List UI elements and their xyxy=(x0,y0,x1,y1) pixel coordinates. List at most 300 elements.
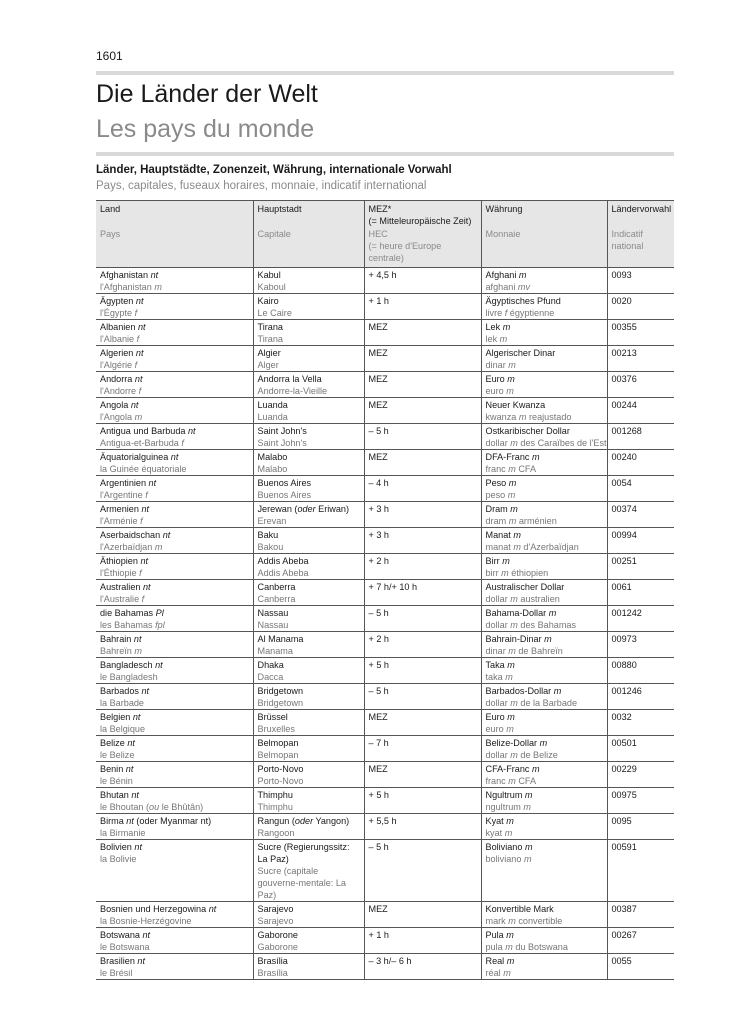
dialing-code-cell xyxy=(607,528,674,554)
dialing-code-cell xyxy=(607,684,674,710)
currency-fr: taka xyxy=(485,672,503,682)
currency-cell xyxy=(481,424,607,450)
capital-fr: Porto-Novo xyxy=(257,776,304,786)
gender-tag: m xyxy=(513,542,521,552)
country-de: Aserbaidschan xyxy=(100,530,161,540)
country-fr: l'Afghanistan xyxy=(100,282,152,292)
gender-tag: nt xyxy=(133,634,142,644)
capital-fr: Alger xyxy=(257,360,279,370)
currency-cell xyxy=(481,372,607,398)
dialing-code-cell xyxy=(607,928,674,954)
gender-tag: nt xyxy=(130,400,139,410)
country-fr: le Bénin xyxy=(100,776,133,786)
capital-fr: Andorre-la-Vieille xyxy=(257,386,328,396)
title-rule xyxy=(96,152,674,156)
timezone-offset: + 7 h/+ 10 h xyxy=(368,582,418,592)
currency-fr: dinar xyxy=(485,360,506,370)
country-de: Algerien xyxy=(100,348,134,358)
timezone-cell xyxy=(364,684,481,710)
currency-de: Belize-Dollar xyxy=(485,738,538,748)
table-row xyxy=(96,580,674,606)
dialing-code: 00994 xyxy=(611,530,637,540)
capital-cell xyxy=(253,736,364,762)
currency-cell xyxy=(481,502,607,528)
currency-fr: boliviano xyxy=(485,854,522,864)
capital-fr: Bridgetown xyxy=(257,698,303,708)
gender-tag: nt xyxy=(134,374,143,384)
gender-tag: nt xyxy=(162,530,171,540)
capital-fr: Buenos Aires xyxy=(257,490,312,500)
timezone-offset: MEZ xyxy=(368,374,388,384)
capital-cell xyxy=(253,928,364,954)
capital-fr: Tirana xyxy=(257,334,283,344)
gender-tag: f xyxy=(140,516,143,526)
currency-fr: dollar xyxy=(485,698,508,708)
country-cell xyxy=(96,554,253,580)
gender-tag: m xyxy=(524,790,533,800)
header-capital: Hauptstadt Capitale xyxy=(253,201,364,268)
country-cell xyxy=(96,762,253,788)
country-fr: l'Éthiopie xyxy=(100,568,137,578)
dialing-code: 0095 xyxy=(611,816,632,826)
dialing-code: 00374 xyxy=(611,504,637,514)
gender-tag: nt xyxy=(125,764,134,774)
country-cell xyxy=(96,954,253,980)
capital-de: Brüssel xyxy=(257,712,288,722)
country-fr: l'Algérie xyxy=(100,360,133,370)
gender-tag: nt xyxy=(127,738,135,748)
currency-de: Barbados-Dollar xyxy=(485,686,552,696)
country-fr: l'Andorre xyxy=(100,386,137,396)
timezone-cell xyxy=(364,928,481,954)
gender-tag: f xyxy=(134,360,138,370)
page-number: 1601 xyxy=(96,49,123,63)
country-cell xyxy=(96,398,253,424)
dialing-code-cell xyxy=(607,606,674,632)
gender-tag: m xyxy=(506,930,514,940)
timezone-cell xyxy=(364,580,481,606)
country-fr: l'Albanie xyxy=(100,334,135,344)
country-cell xyxy=(96,840,253,902)
country-fr: l'Angola xyxy=(100,412,133,422)
capital-cell xyxy=(253,814,364,840)
currency-cell xyxy=(481,902,607,928)
currency-fr: réal xyxy=(485,968,501,978)
dialing-code: 00591 xyxy=(611,842,637,852)
timezone-offset: MEZ xyxy=(368,712,388,722)
country-fr: le Botswana xyxy=(100,942,150,952)
currency-cell xyxy=(481,840,607,902)
currency-de: Euro xyxy=(485,374,505,384)
country-fr: le Bhoutan ( xyxy=(100,802,150,812)
header-currency: Währung Monnaie xyxy=(481,201,607,268)
country-fr: la Belgique xyxy=(100,724,145,734)
dialing-code-cell xyxy=(607,346,674,372)
country-fr: la Bosnie-Herzégovine xyxy=(100,916,192,926)
country-de: Äthiopien xyxy=(100,556,138,566)
gender-tag: nt xyxy=(131,790,139,800)
currency-fr: franc xyxy=(485,464,506,474)
gender-tag: m xyxy=(548,608,557,618)
timezone-cell xyxy=(364,476,481,502)
currency-cell xyxy=(481,294,607,320)
timezone-cell xyxy=(364,814,481,840)
currency-fr: manat xyxy=(485,542,511,552)
timezone-cell xyxy=(364,902,481,928)
table-row xyxy=(96,736,674,762)
country-de-alt: (oder Myanmar nt) xyxy=(133,816,212,826)
country-cell xyxy=(96,528,253,554)
currency-fr-rest: CFA xyxy=(518,776,537,786)
dialing-code-cell xyxy=(607,398,674,424)
gender-tag: m xyxy=(507,712,515,722)
gender-tag: m xyxy=(134,646,142,656)
gender-tag: nt xyxy=(208,904,217,914)
capital-de: Jerewan ( xyxy=(257,504,298,514)
country-de: Bosnien und Herzegowina xyxy=(100,904,207,914)
gender-tag: m xyxy=(510,750,518,760)
country-de: Angola xyxy=(100,400,129,410)
country-cell xyxy=(96,658,253,684)
gender-tag: f xyxy=(141,594,145,604)
capital-cell xyxy=(253,684,364,710)
capital-fr: Bruxelles xyxy=(257,724,295,734)
capital-fr: Rangoon xyxy=(257,828,295,838)
dialing-code: 00975 xyxy=(611,790,637,800)
country-cell xyxy=(96,580,253,606)
capital-cell xyxy=(253,710,364,736)
capital-de: Saint John's xyxy=(257,426,307,436)
currency-de: Boliviano xyxy=(485,842,523,852)
dialing-code: 00376 xyxy=(611,374,637,384)
currency-cell xyxy=(481,320,607,346)
timezone-cell xyxy=(364,346,481,372)
table-row xyxy=(96,398,674,424)
currency-de: Ostkaribischer Dollar xyxy=(485,426,570,436)
gender-tag: nt xyxy=(134,842,142,852)
table-row xyxy=(96,450,674,476)
capital-cell xyxy=(253,294,364,320)
currency-fr: mark xyxy=(485,916,506,926)
country-cell xyxy=(96,814,253,840)
country-de: Äquatorialguinea xyxy=(100,452,169,462)
currency-cell xyxy=(481,528,607,554)
country-cell xyxy=(96,424,253,450)
dialing-code-cell xyxy=(607,502,674,528)
gender-tag: m xyxy=(505,942,513,952)
capital-cell xyxy=(253,268,364,294)
gender-tag: m xyxy=(523,854,532,864)
top-rule xyxy=(96,71,674,75)
country-fr: le Bangladesh xyxy=(100,672,158,682)
timezone-cell xyxy=(364,320,481,346)
dialing-code: 00973 xyxy=(611,634,637,644)
country-cell xyxy=(96,476,253,502)
gender-tag: m xyxy=(154,282,162,292)
currency-cell xyxy=(481,450,607,476)
currency-de: Kyat xyxy=(485,816,504,826)
gender-tag: m xyxy=(544,634,552,644)
header-dialing-code: Ländervorwahl Indicatif national xyxy=(607,201,674,268)
currency-cell xyxy=(481,954,607,980)
dialing-code: 00880 xyxy=(611,660,637,670)
capital-cell xyxy=(253,398,364,424)
capital-cell xyxy=(253,502,364,528)
gender-tag: m xyxy=(507,374,515,384)
gender-tag: m xyxy=(507,490,516,500)
table-row xyxy=(96,928,674,954)
dialing-code: 0054 xyxy=(611,478,632,488)
country-de: Australien xyxy=(100,582,141,592)
currency-cell xyxy=(481,684,607,710)
country-de: Albanien xyxy=(100,322,136,332)
timezone-offset: – 4 h xyxy=(368,478,389,488)
dialing-code: 001268 xyxy=(611,426,642,436)
country-de: Andorra xyxy=(100,374,133,384)
country-cell xyxy=(96,268,253,294)
dialing-code-cell xyxy=(607,736,674,762)
timezone-cell xyxy=(364,710,481,736)
currency-de: Birr xyxy=(485,556,500,566)
timezone-offset: MEZ xyxy=(368,348,388,358)
capital-de: Gaborone xyxy=(257,930,298,940)
connector: oder xyxy=(297,504,316,514)
timezone-offset: – 5 h xyxy=(368,686,389,696)
capital-cell xyxy=(253,632,364,658)
gender-tag: m xyxy=(553,686,562,696)
country-fr: l'Arménie xyxy=(100,516,138,526)
gender-tag: m xyxy=(518,412,527,422)
capital-de: Sucre (Regierungssitz: La Paz) xyxy=(257,842,350,864)
timezone-cell xyxy=(364,658,481,684)
currency-de: Peso xyxy=(485,478,507,488)
capital-de: Tirana xyxy=(257,322,283,332)
capital-de: Luanda xyxy=(257,400,288,410)
capital-fr: Sarajevo xyxy=(257,916,294,926)
gender-tag: nt xyxy=(148,478,157,488)
dialing-code-cell xyxy=(607,762,674,788)
table-row xyxy=(96,762,674,788)
currency-de: Pula xyxy=(485,930,504,940)
currency-cell xyxy=(481,476,607,502)
capital-de: Malabo xyxy=(257,452,288,462)
capital-fr: Belmopan xyxy=(257,750,299,760)
currency-de: Bahrain-Dinar xyxy=(485,634,542,644)
currency-de: DFA-Franc xyxy=(485,452,530,462)
dialing-code: 00240 xyxy=(611,452,637,462)
gender-tag: m xyxy=(508,516,517,526)
currency-fr-rest: de Belize xyxy=(520,750,558,760)
country-fr: la Birmanie xyxy=(100,828,146,838)
gender-tag: m xyxy=(501,568,509,578)
capital-de: Al Manama xyxy=(257,634,304,644)
gender-tag: m xyxy=(508,478,517,488)
gender-tag: m xyxy=(502,556,510,566)
table-row xyxy=(96,658,674,684)
gender-tag: m xyxy=(507,660,515,670)
gender-tag: Pl xyxy=(155,608,164,618)
capital-fr: Canberra xyxy=(257,594,296,604)
country-fr: l'Argentine xyxy=(100,490,143,500)
dialing-code: 001246 xyxy=(611,686,642,696)
currency-fr: dram xyxy=(485,516,507,526)
country-fr: la Guinée équatoriale xyxy=(100,464,187,474)
country-cell xyxy=(96,320,253,346)
currency-fr-rest: reajustado xyxy=(528,412,572,422)
country-cell xyxy=(96,372,253,398)
gender-tag: m xyxy=(508,776,516,786)
timezone-offset: – 5 h xyxy=(368,426,389,436)
country-fr: la Bolivie xyxy=(100,854,137,864)
country-de: Bangladesch xyxy=(100,660,153,670)
currency-fr: livre xyxy=(485,308,503,318)
capital-de: Addis Abeba xyxy=(257,556,309,566)
gender-tag: nt xyxy=(137,322,146,332)
timezone-cell xyxy=(364,372,481,398)
currency-de: Lek xyxy=(485,322,501,332)
gender-tag: m xyxy=(532,452,540,462)
capital-fr: Brasília xyxy=(257,968,288,978)
country-cell xyxy=(96,450,253,476)
timezone-offset: MEZ xyxy=(368,322,388,332)
gender-tag: m xyxy=(524,842,533,852)
country-de: Belgien xyxy=(100,712,131,722)
timezone-offset: MEZ xyxy=(368,764,388,774)
timezone-offset: + 5 h xyxy=(368,790,389,800)
gender-tag: m xyxy=(510,594,518,604)
country-de: Bahrain xyxy=(100,634,132,644)
currency-fr: dollar xyxy=(485,620,508,630)
timezone-offset: + 2 h xyxy=(368,634,389,644)
currency-fr-rest: australien xyxy=(520,594,560,604)
country-cell xyxy=(96,902,253,928)
gender-tag: nt xyxy=(132,712,141,722)
capital-cell xyxy=(253,476,364,502)
currency-fr-rest: égyptienne xyxy=(509,308,555,318)
capital-fr: Saint John's xyxy=(257,438,307,448)
timezone-offset: + 3 h xyxy=(368,530,389,540)
capital-fr: Manama xyxy=(257,646,293,656)
table-subtitle-german: Länder, Hauptstädte, Zonenzeit, Währung, internationale Vorwahl xyxy=(96,164,452,176)
gender-tag: m xyxy=(510,504,518,514)
timezone-offset: – 5 h xyxy=(368,842,389,852)
capital-fr: Addis Abeba xyxy=(257,568,309,578)
currency-fr: dollar xyxy=(485,750,508,760)
timezone-cell xyxy=(364,954,481,980)
capital-fr: Gaborone xyxy=(257,942,298,952)
table-row xyxy=(96,320,674,346)
dialing-code-cell xyxy=(607,632,674,658)
dialing-code-cell xyxy=(607,294,674,320)
gender-tag: m xyxy=(508,916,516,926)
capital-cell xyxy=(253,580,364,606)
dialing-code: 00244 xyxy=(611,400,637,410)
currency-fr: afghani xyxy=(485,282,516,292)
gender-tag: m xyxy=(134,412,143,422)
currency-fr: pula xyxy=(485,942,503,952)
gender-tag: f xyxy=(136,334,140,344)
country-fr: le Brésil xyxy=(100,968,133,978)
capital-cell xyxy=(253,840,364,902)
currency-cell xyxy=(481,658,607,684)
dialing-code: 0020 xyxy=(611,296,632,306)
currency-fr-rest: éthiopien xyxy=(511,568,549,578)
table-row xyxy=(96,606,674,632)
capital-de: Kairo xyxy=(257,296,279,306)
dialing-code-cell xyxy=(607,840,674,902)
timezone-cell xyxy=(364,788,481,814)
dialing-code: 0061 xyxy=(611,582,632,592)
table-row xyxy=(96,684,674,710)
dialing-code-cell xyxy=(607,424,674,450)
capital-cell xyxy=(253,954,364,980)
country-fr: Antigua-et-Barbuda xyxy=(100,438,179,448)
currency-de: Australischer Dollar xyxy=(485,582,565,592)
country-de: Birma xyxy=(100,816,124,826)
gender-tag: nt xyxy=(141,686,150,696)
table-row xyxy=(96,424,674,450)
dialing-code: 00501 xyxy=(611,738,637,748)
capital-de: Andorra la Vella xyxy=(257,374,322,384)
dialing-code: 00355 xyxy=(611,322,637,332)
timezone-offset: + 5,5 h xyxy=(368,816,397,826)
gender-tag: nt xyxy=(135,348,144,358)
currency-de: Afghani xyxy=(485,270,517,280)
table-row xyxy=(96,268,674,294)
timezone-cell xyxy=(364,840,481,902)
header-timezone: MEZ* (= Mitteleuropäische Zeit) HEC (= heure d'Europe centrale) xyxy=(364,201,481,268)
capital-cell xyxy=(253,606,364,632)
currency-de: Ägyptisches Pfund xyxy=(485,296,561,306)
currency-fr-rest: de la Barbade xyxy=(520,698,578,708)
currency-de: Real xyxy=(485,956,505,966)
country-cell xyxy=(96,736,253,762)
gender-tag: m xyxy=(539,738,548,748)
gender-tag: f xyxy=(145,490,148,500)
table-row xyxy=(96,788,674,814)
dialing-code: 0055 xyxy=(611,956,632,966)
currency-cell xyxy=(481,762,607,788)
capital-de: Canberra xyxy=(257,582,296,592)
gender-tag: m xyxy=(504,828,513,838)
countries-table xyxy=(96,200,674,980)
table-row xyxy=(96,554,674,580)
capital-cell xyxy=(253,320,364,346)
country-cell xyxy=(96,632,253,658)
currency-fr: dinar xyxy=(485,646,506,656)
currency-fr-rest: des Caraïbes de l'Est xyxy=(520,438,607,448)
capital-cell xyxy=(253,902,364,928)
gender-tag: m xyxy=(523,802,531,812)
table-row xyxy=(96,710,674,736)
country-de: Barbados xyxy=(100,686,139,696)
currency-cell xyxy=(481,736,607,762)
gender-tag: nt xyxy=(150,270,159,280)
gender-tag: m xyxy=(532,764,540,774)
currency-cell xyxy=(481,606,607,632)
country-de: die Bahamas xyxy=(100,608,154,618)
gender-tag: m xyxy=(513,530,521,540)
country-de: Belize xyxy=(100,738,125,748)
table-row xyxy=(96,372,674,398)
dialing-code-cell xyxy=(607,554,674,580)
timezone-cell xyxy=(364,528,481,554)
currency-cell xyxy=(481,710,607,736)
timezone-cell xyxy=(364,762,481,788)
currency-de: Ngultrum xyxy=(485,790,523,800)
gender-tag: f xyxy=(134,308,138,318)
country-cell xyxy=(96,606,253,632)
